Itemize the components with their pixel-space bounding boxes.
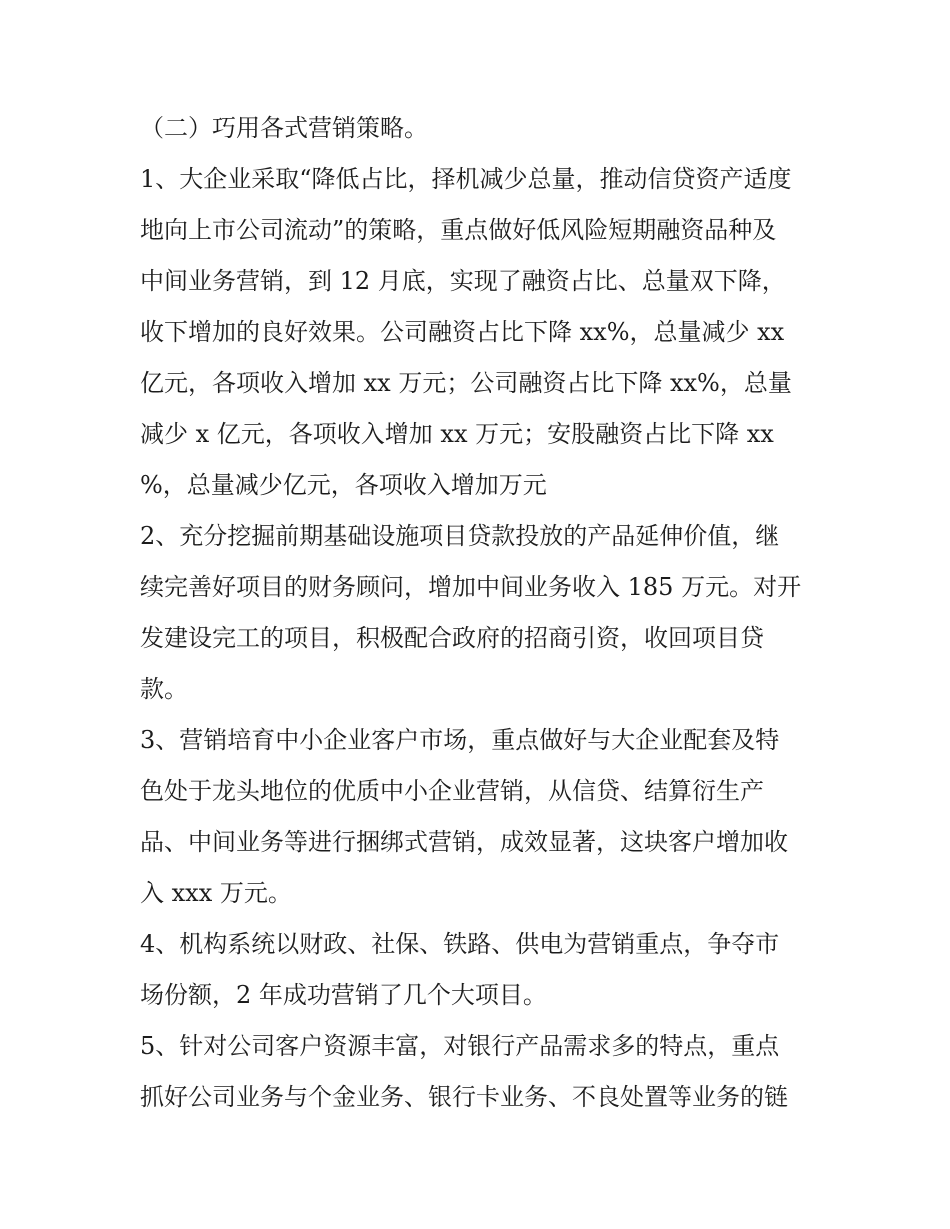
paragraph-line: 减少 x 亿元，各项收入增加 xx 万元；安股融资占比下降 xx (140, 420, 774, 448)
paragraph-line: 3、营销培育中小企业客户市场，重点做好与大企业配套及特 (140, 726, 780, 754)
paragraph-line: 2、充分挖掘前期基础设施项目贷款投放的产品延伸价值，继 (140, 522, 780, 550)
paragraph-line: 品、中间业务等进行捆绑式营销，成效显著，这块客户增加收 (140, 828, 788, 856)
paragraph-line: 4、机构系统以财政、社保、铁路、供电为营销重点，争夺市 (140, 930, 780, 958)
paragraph-line: 抓好公司业务与个金业务、银行卡业务、不良处置等业务的链 (140, 1083, 788, 1111)
paragraph-line: 1、大企业采取“降低占比，择机减少总量，推动信贷资产适度 (140, 165, 792, 193)
paragraph-line: 发建设完工的项目，积极配合政府的招商引资，收回项目贷 (140, 624, 764, 652)
paragraph-line: 色处于龙头地位的优质中小企业营销，从信贷、结算衍生产 (140, 777, 764, 805)
paragraph-line: %，总量减少亿元，各项收入增加万元 (140, 471, 547, 499)
document-body (140, 103, 820, 1123)
paragraph-line: 收下增加的良好效果。公司融资占比下降 xx%，总量减少 xx (140, 318, 785, 346)
paragraph-line: 款。 (140, 675, 188, 703)
paragraph-line: 5、针对公司客户资源丰富，对银行产品需求多的特点，重点 (140, 1032, 780, 1060)
paragraph-line: 入 xxx 万元。 (140, 879, 292, 907)
paragraph-line: 地向上市公司流动”的策略，重点做好低风险短期融资品种及 (140, 216, 777, 244)
paragraph-line: 亿元，各项收入增加 xx 万元；公司融资占比下降 xx%，总量 (140, 369, 792, 397)
paragraph-line: 中间业务营销，到 12 月底，实现了融资占比、总量双下降， (140, 267, 786, 295)
section-heading: （二）巧用各式营销策略。 (140, 114, 428, 142)
paragraph-line: 续完善好项目的财务顾问，增加中间业务收入 185 万元。对开 (140, 573, 802, 601)
paragraph-line: 场份额，2 年成功营销了几个大项目。 (140, 981, 547, 1009)
